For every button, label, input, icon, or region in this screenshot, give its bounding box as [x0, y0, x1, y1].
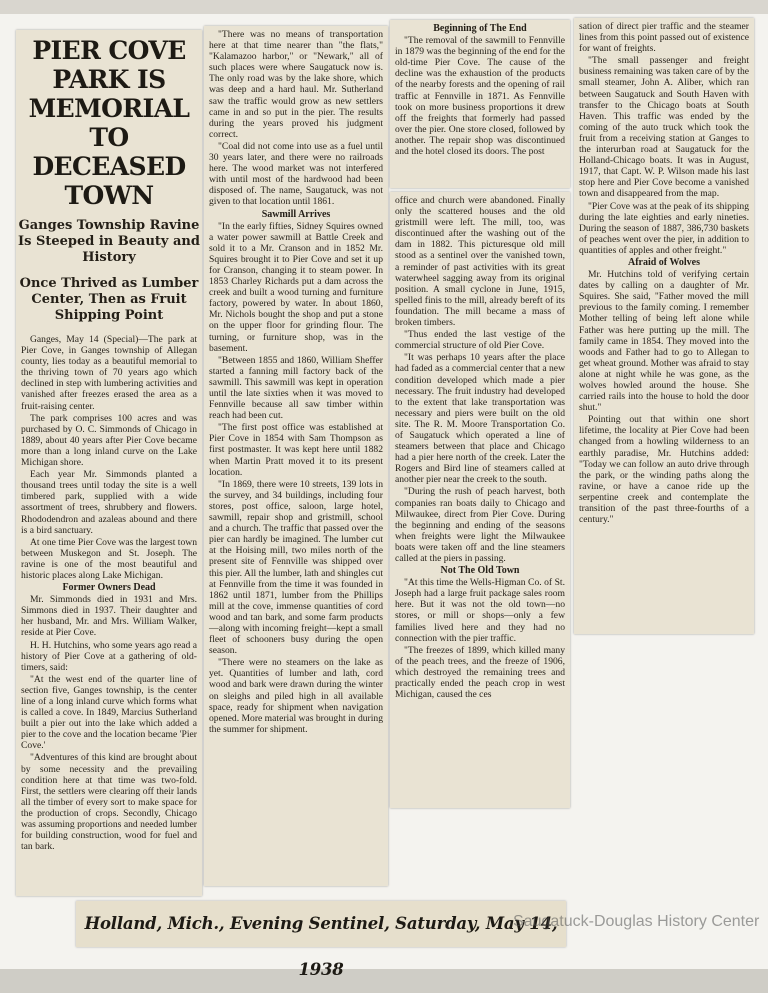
subhead-not-old-town: Not The Old Town — [440, 565, 520, 577]
subhead-sawmill-arrives: Sawmill Arrives — [261, 208, 331, 220]
col4-text — [574, 18, 754, 525]
paragraph: "There were no steamers on the lake as yet. Quantities of lumber and lath, cord wood and bark were drawn during the winter on sleighs and piled high in all available space, ready for shipment when navigation opened. More material was brought in during the summer for shipment. — [209, 657, 383, 735]
paragraph: "Pier Cove was at the peak of its shipping during the late eighties and early nineties. During the season of 1887, 386,730 baskets of peaches went over the pier, in addition to quantities of apples and other freight." — [579, 200, 749, 256]
paragraph: "The first post office was established at Pier Cove in 1854 with Sam Thompson as first postmaster. It was kept here until 1882 when Martin Pratt moved it to its present location. — [209, 422, 383, 478]
paragraph: "The removal of the sawmill to Fennville in 1879 was the beginning of the end for the old-time Pier Cove. The cause of the decline was the exhaustion of the products of the nearby forests and the opening of rail traffic at Fennville in 1871. As Fennville took on more business proportions it drew off the freights that formerly had passed over the pier. One store closed, followed by another. The repair shop was discontinued and the hotel closed its doors. The post — [395, 35, 565, 158]
paragraph: "In the early fifties, Sidney Squires owned a water power sawmill at Battle Creek and sold it to a Mr. Cranson and in 1852 Mr. Squires brought it to Pier Cove and set it up for Cranson, changing it to steam power. In 1853 Charley Richards put a dam across the creek and built a wood turning and furniture factory, powered by water. In about 1860, Mr. Nichols bought the shop and put a stone on the upper floor for grinding flour. The turning, or furniture shop, was in the basement. — [209, 220, 383, 354]
paragraph: "The freezes of 1899, which killed many of the peach trees, and the freeze of 1906, which destroyed the remaining trees and practically ended the peach crop in west Michigan, caused the ces — [395, 644, 565, 701]
paragraph: Pointing out that within one short lifetime, the locality at Pier Cove had been changed from a howling wilderness to an earthly paradise, Mr. Hutchins added: "Today we can follow an auto drive through the park, or the winding paths along the ravine, or have a canoe ride up the serpentine creek and contemplate the transition of the past three-fourths of a century." — [579, 414, 749, 526]
paragraph: office and church were abandoned. Finally only the scattered houses and the old gristmill were left. The mill, too, was discontinued after the washing out of the dam in 1882. This picturesque old mill stood as a sentinel over the vanished town, a reminder of past activities with its great waterwheel sagging away from its original position. A small cyclone in June, 1915, spelled finis to the mill, already bereft of its foundation. The mill became a mass of broken timbers. — [395, 195, 565, 329]
watermark: Saugatuck-Douglas History Center — [513, 913, 760, 930]
paragraph: "There was no means of transportation here at that time nearer than "the flats," "Kalamazoo harbor," or "Newark," all of such places were where Saugatuck now is. The only road was by the lake shore, which was deep and a hard haul. Mr. Sutherland saw the traffic would grow as new settlers came in and so put in the pier. The results during the years proved his judgment correct. — [209, 29, 383, 140]
paragraph: "It was perhaps 10 years after the place had faded as a commercial center that a new condition developed which made a pier necessary. The fruit industry had developed to the extent that lake transportation was necessary and piers were built on the old site. The R. M. Moore Transportation Co. of Saugatuck which operated a line of steamers between that place and Chicago had a pier here north of the creek. Later the Rogers and Bird line of steamers called at another pier near the creek to the south. — [395, 352, 565, 486]
clipping-column-4 — [574, 18, 754, 634]
paragraph: Each year Mr. Simmonds planted a thousand trees until today the site is a well timbered park, supplied with a wide assortment of trees, shrubbery and flowers. Rhododendron and azaleas abound and there is a bird sanctuary. — [21, 469, 197, 536]
paragraph: Ganges, May 14 (Special)—The park at Pier Cove, in Ganges township of Allegan county, lies today as a beautiful memorial to the thriving town of 70 years ago which declined in step with lumbering activities and vanished after freezes erased the area as a fruit-raising center. — [21, 334, 197, 412]
subhead-beginning-of-end: Beginning of The End — [433, 23, 527, 34]
deck-secondary: Once Thrived as Lumber Center, Then as Fruit Shipping Point — [19, 276, 199, 323]
paragraph: "During the rush of peach harvest, both companies ran boats daily to Chicago and Milwaukee, direct from Pier Cove. During the beginning and ending of the seasons when freights were light the Milwaukee boats were taken off and the line steamers called at the piers in passing. — [395, 486, 565, 564]
paragraph: "At the west end of the quarter line of section five, Ganges township, is the center line of a long inland curve which forms what is called a cove. In 1849, Marcius Sutherland built a pier out into the lake which added a pier to the cove and the location became 'Pier Cove.' — [21, 673, 197, 752]
paragraph: "Adventures of this kind are brought about by some necessity and the prevailing condition here at that time was two-fold. First, the settlers were clearing off their lands all the timber of every sort to make space for the production of crops. Secondly, Chicago was assuming proportions and needed lumber for building construction, wood for fuel and tan bark. — [21, 752, 197, 853]
paragraph: "Thus ended the last vestige of the commercial structure of old Pier Cove. — [395, 329, 565, 352]
source-caption: Holland, Mich., Evening Sentinel, Saturday, May 14, 1938 — [76, 901, 566, 947]
col2-text — [204, 26, 388, 735]
col3-top-text — [390, 20, 570, 157]
paragraph: sation of direct pier traffic and the steamer lines from this point passed out of existence for want of freights. — [579, 21, 749, 55]
clipping-column-1 — [16, 30, 202, 896]
col1-text — [16, 334, 202, 852]
clipping-column-2 — [204, 26, 388, 886]
headline: PIER COVE PARK IS MEMORIAL TO DECEASED TOWN — [28, 36, 190, 210]
clipping-column-3-bottom — [390, 192, 570, 808]
subhead-afraid-of-wolves: Afraid of Wolves — [627, 256, 701, 268]
paragraph: At one time Pier Cove was the largest town between Muskegon and St. Joseph. The ravine is one of the most beautiful and historic places along Lake Michigan. — [21, 536, 197, 581]
paragraph: Mr. Hutchins told of verifying certain dates by calling on a daughter of Mr. Squires. She said, "Father moved the mill previous to the family coming. I remember Mother telling of being left alone while Father was here putting up the mill. The family came in 1854. They moved into the woods and Father had to go to Allegan to get wheat ground. Mother was afraid to stay alone at night while he was gone, as the wolves howled around the house. She carried rails into the house to hold the door shut." — [579, 269, 749, 414]
paragraph: "Between 1855 and 1860, William Sheffer started a fanning mill factory back of the sawmill. This sawmill was kept in operation until the late sixties when it was moved to Fennville because all saw timber within reach had been cut. — [209, 354, 383, 422]
col3-bottom-text — [390, 192, 570, 700]
paragraph: "The small passenger and freight business remaining was taken care of by the small steamer, John A. Aliber, which ran between Saugatuck and South Haven with transfer to the Chicago boats at South Haven. This traffic was ended by the coming of the auto truck which took the fruit from a receiving station at Ganges to the interurban road at Saugatuck for the Holland-Chicago boats. It was in August, 1917, that Capt. W. P. Wilson made his last stop here and Pier Cove become a vanished town and disappeared from the map. — [579, 55, 749, 200]
paragraph: "Coal did not come into use as a fuel until 30 years later, and there were no railroads here. The wood market was not interfered with until most of the hardwood had been disposed of. The name, Saugatuck, was not given to that location until 1861. — [209, 140, 383, 208]
clipping-column-3-top — [390, 20, 570, 188]
subhead-former-owners: Former Owners Dead — [62, 582, 156, 594]
paragraph: "In 1869, there were 10 streets, 139 lots in the survey, and 34 buildings, including four stores, post office, saloon, large hotel, sawmill, repair shop and gristmill, school and a church. The traffic that passed over the pier can hardly be imagined. The lumber cut at the Hoising mill, two miles north of the present site of Fennville was shipped over this pier. All the lumber, lath and shingles cut at Fennville from the time it was founded in 1862 until 1871, lumber from the Phillips mill at the cove, immense quantities of cord wood and tan bark, and some farm products—along with incoming freight—kept a small fleet of schooners busy during the open season. — [209, 478, 383, 657]
paragraph: H. H. Hutchins, who some years ago read a history of Pier Cove at a gathering of old-timers, said: — [21, 639, 197, 673]
paragraph: "At this time the Wells-Higman Co. of St. Joseph had a large fruit package sales room here. But it was not the old town—no stores, or mill or shops—only a few families lived here and they had no connection with the pier traffic. — [395, 577, 565, 644]
deck-primary: Ganges Township Ravine Is Steeped in Beauty and History — [18, 218, 200, 265]
paragraph: Mr. Simmonds died in 1931 and Mrs. Simmons died in 1937. Their daughter and her husband, Mr. and Mrs. William Walker, reside at Pier Cove. — [21, 594, 197, 639]
paragraph: The park comprises 100 acres and was purchased by O. C. Simmonds of Chicago in 1889, about 40 years after Pier Cove became more than a long inland curve on the Lake Michigan shore. — [21, 412, 197, 469]
